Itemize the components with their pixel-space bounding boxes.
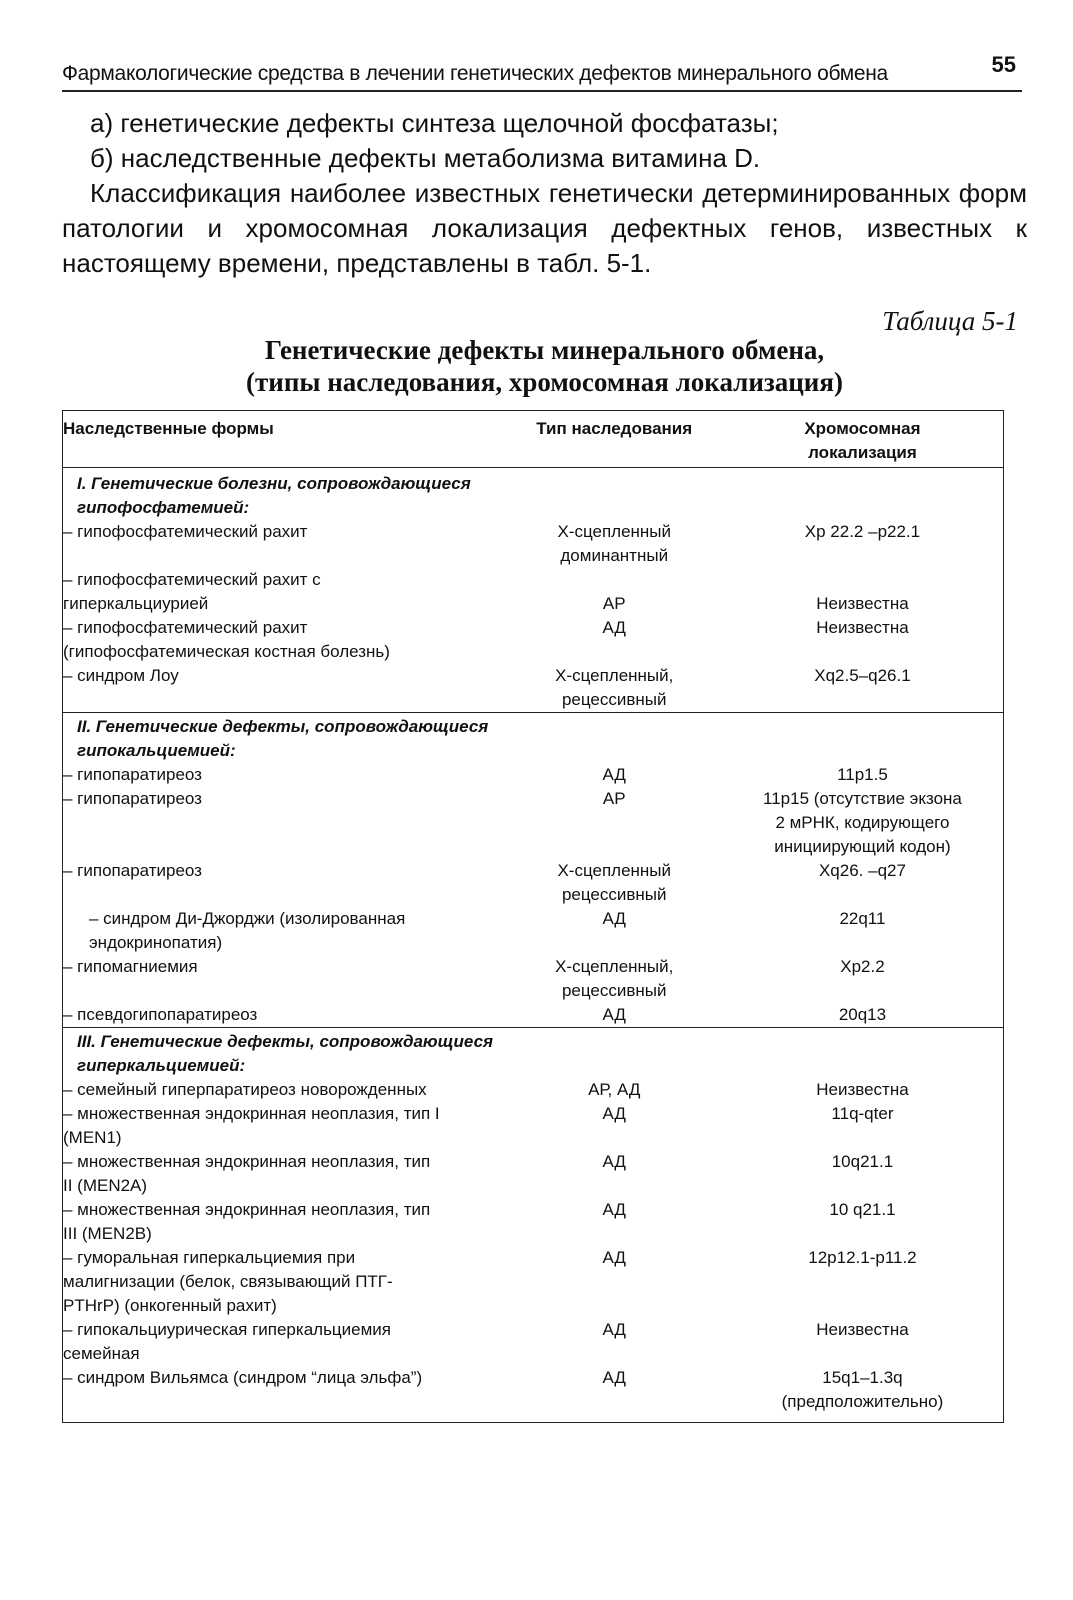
cell-locus: Неизвестна: [816, 594, 909, 613]
cell-locus: 11p15 (отсутствие экзона 2 мРНК, кодирующего инициирующий кодон): [763, 789, 962, 856]
section-header: [63, 468, 1004, 521]
table-title-line-2: (типы наследования, хромосомная локализация): [246, 367, 843, 397]
column-header-locus: Хромосомная локализация: [722, 411, 1004, 468]
cell-form: – синдром Вильямса (синдром “лица эльфа”): [63, 1368, 423, 1387]
body-paragraph: Классификация наиболее известных генетически детерминированных форм патологии и хромосомная локализация дефектных генов, известных к настоящему времени, представлены в табл. 5-1.: [62, 178, 1027, 278]
cell-inheritance: АД: [602, 618, 626, 637]
cell-form: – гипокальциурическая гиперкальциемия семейная: [63, 1320, 392, 1363]
cell-inheritance: АД: [602, 1200, 626, 1219]
cell-locus: Неизвестна: [816, 618, 909, 637]
cell-form: – множественная эндокринная неоплазия, тип II (MEN2A): [63, 1152, 431, 1195]
cell-inheritance: АД: [602, 1368, 626, 1387]
cell-form: – гипофосфатемический рахит с гиперкальциурией: [63, 570, 321, 613]
body-text: [62, 106, 1027, 281]
table-title: [62, 334, 1027, 398]
cell-inheritance: АР, АД: [588, 1080, 641, 1099]
cell-form: – множественная эндокринная неоплазия, тип III (MEN2B): [63, 1200, 431, 1243]
cell-inheritance: АД: [602, 1152, 626, 1171]
cell-form: – гипопаратиреоз: [63, 861, 202, 880]
cell-locus: Неизвестна: [816, 1080, 909, 1099]
cell-form: – псевдогипопаратиреоз: [63, 1003, 507, 1028]
cell-locus: 15q1–1.3q (предположительно): [781, 1368, 944, 1411]
cell-form: – гипопаратиреоз: [63, 789, 202, 808]
page-number: 55: [991, 52, 1016, 77]
cell-locus: 22q11: [839, 909, 886, 928]
cell-locus: Неизвестна: [816, 1320, 909, 1339]
column-header-inheritance: Тип наследования: [507, 411, 722, 468]
cell-inheritance: АД: [602, 1320, 626, 1339]
cell-form: – синдром Ди-Джорджи (изолированная эндокринопатия): [89, 909, 406, 952]
table-title-line-1: Генетические дефекты минерального обмена,: [264, 335, 825, 365]
cell-locus: 11q-qter: [831, 1104, 894, 1123]
table-row: [63, 907, 1004, 955]
section-title: III. Генетические дефекты, сопровождающиеся гиперкальциемией:: [77, 1032, 494, 1075]
section-header: [63, 713, 1004, 764]
table-row: [63, 787, 1004, 859]
table-row: [63, 763, 1004, 787]
cell-inheritance: Х-сцепленный доминантный: [557, 522, 672, 565]
cell-locus: Xq26. –q27: [818, 861, 906, 880]
cell-form: – гипопаратиреоз: [63, 765, 202, 784]
cell-locus: Xq2.5–q26.1: [722, 664, 1004, 713]
table-header-row: [63, 411, 1004, 468]
cell-inheritance: АД: [602, 909, 626, 928]
cell-inheritance: Х-сцепленный, рецессивный: [507, 664, 722, 713]
genetic-defects-table: [62, 410, 1004, 1423]
table-row: [63, 1003, 1004, 1028]
cell-form: – семейный гиперпаратиреоз новорожденных: [63, 1080, 427, 1099]
section-title: I. Генетические болезни, сопровождающиеся гипофосфатемией:: [77, 474, 471, 517]
cell-inheritance: АР: [602, 594, 626, 613]
cell-locus: 10 q21.1: [829, 1200, 896, 1219]
table-row: [63, 520, 1004, 568]
cell-inheritance: АД: [602, 765, 626, 784]
cell-form: – гипофосфатемический рахит: [63, 522, 308, 541]
list-item-b: б) наследственные дефекты метаболизма витамина D.: [90, 143, 761, 173]
table-row: [63, 616, 1004, 664]
column-header-forms: Наследственные формы: [63, 411, 507, 468]
table-row: [63, 1366, 1004, 1423]
cell-locus: 11p1.5: [837, 765, 888, 784]
section-title: II. Генетические дефекты, сопровождающиеся гипокальциемией:: [77, 717, 489, 760]
cell-inheritance: АР: [602, 789, 626, 808]
table-row: [63, 1102, 1004, 1150]
table-row: [63, 1318, 1004, 1366]
page-header: [62, 52, 1022, 92]
cell-locus: 12p12.1-p11.2: [808, 1248, 917, 1267]
cell-locus: Xp2.2: [840, 957, 885, 976]
cell-inheritance: АД: [507, 1003, 722, 1028]
cell-locus: 10q21.1: [831, 1152, 894, 1171]
table-row: [63, 1078, 1004, 1102]
table-row: [63, 955, 1004, 1003]
cell-locus: 20q13: [722, 1003, 1004, 1028]
cell-inheritance: АД: [602, 1104, 626, 1123]
table-row: [63, 859, 1004, 907]
cell-form: – множественная эндокринная неоплазия, тип I (MEN1): [63, 1104, 440, 1147]
running-title: Фармакологические средства в лечении генетических дефектов минерального обмена: [62, 62, 888, 85]
cell-form: – гипофосфатемический рахит (гипофосфатемическая костная болезнь): [63, 618, 390, 661]
table-row: [63, 1246, 1004, 1318]
table-row: [63, 1198, 1004, 1246]
cell-inheritance: Х-сцепленный рецессивный: [557, 861, 672, 904]
table-row: [63, 664, 1004, 713]
cell-locus: Xp 22.2 –p22.1: [804, 522, 921, 541]
cell-form: – гипомагниемия: [63, 957, 198, 976]
table-row: [63, 1150, 1004, 1198]
table-row: [63, 568, 1004, 616]
list-item-a: а) генетические дефекты синтеза щелочной фосфатазы;: [90, 108, 779, 138]
cell-inheritance: АД: [602, 1248, 626, 1267]
table-reference: Таблица 5-1: [882, 306, 1018, 336]
section-header: [63, 1028, 1004, 1079]
cell-form: – гуморальная гиперкальциемия при малигнизации (белок, связывающий ПТГ-PTHrP) (онкогенный рахит): [63, 1248, 393, 1315]
cell-form: – синдром Лоу: [63, 664, 507, 713]
cell-inheritance: Х-сцепленный, рецессивный: [555, 957, 674, 1000]
